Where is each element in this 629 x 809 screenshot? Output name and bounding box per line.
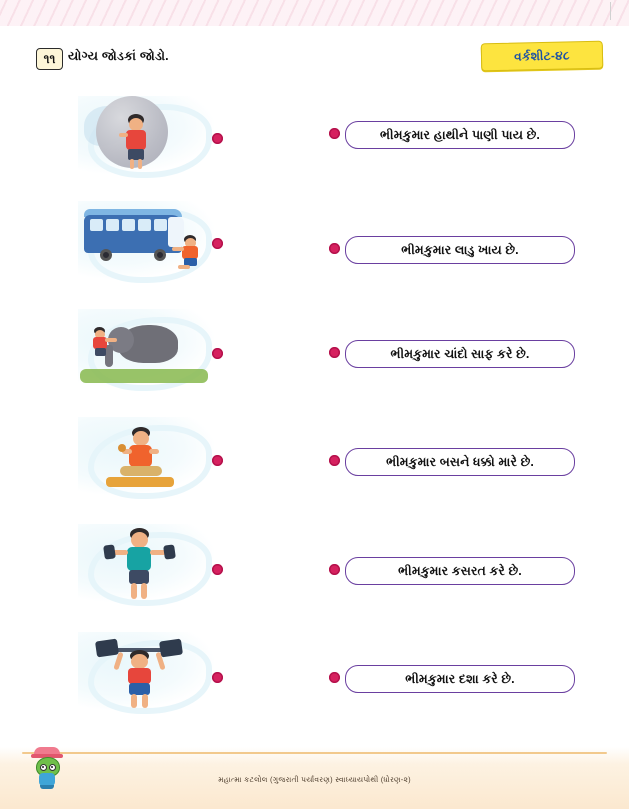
connector-dot-left[interactable] xyxy=(212,455,223,466)
connector-dot-left[interactable] xyxy=(212,672,223,683)
page-corner-tick xyxy=(610,2,611,20)
connector-dot-left[interactable] xyxy=(212,564,223,575)
answer-option-text: ભીમકુમાર કસરત કરે છે. xyxy=(398,563,522,578)
connector-dot-right[interactable] xyxy=(329,672,340,683)
answer-option[interactable] xyxy=(345,557,575,585)
question-number: ૧૧ xyxy=(36,48,63,70)
connector-dot-left[interactable] xyxy=(212,133,223,144)
match-row xyxy=(0,520,629,625)
match-row xyxy=(0,628,629,733)
mascot-icon xyxy=(30,747,64,789)
answer-option-text: ભીમકુમાર બસને ધક્કો મારે છે. xyxy=(386,454,534,469)
connector-dot-left[interactable] xyxy=(212,348,223,359)
connector-dot-left[interactable] xyxy=(212,238,223,249)
picture-cell xyxy=(72,520,220,612)
answer-option[interactable] xyxy=(345,340,575,368)
answer-option[interactable] xyxy=(345,236,575,264)
page-top-decoration xyxy=(0,0,629,26)
answer-option-text: ભીમકુમાર હાથીને પાણી પાય છે. xyxy=(380,127,540,142)
boy-pushing-bus-illustration xyxy=(72,197,220,283)
connector-dot-right[interactable] xyxy=(329,347,340,358)
match-row xyxy=(0,92,629,197)
answer-option-text: ભીમકુમાર દશા કરે છે. xyxy=(405,671,515,686)
picture-cell xyxy=(72,92,220,184)
connector-dot-right[interactable] xyxy=(329,564,340,575)
boy-exercising-illustration xyxy=(72,520,220,606)
picture-cell xyxy=(72,413,220,505)
answer-option[interactable] xyxy=(345,121,575,149)
boy-lifting-weights-illustration xyxy=(72,628,220,714)
connector-dot-right[interactable] xyxy=(329,455,340,466)
worksheet-badge xyxy=(481,41,604,72)
picture-cell xyxy=(72,305,220,397)
footer-divider xyxy=(22,752,607,754)
connector-dot-right[interactable] xyxy=(329,128,340,139)
picture-cell xyxy=(72,628,220,720)
answer-option[interactable] xyxy=(345,448,575,476)
match-row xyxy=(0,197,629,302)
match-row xyxy=(0,305,629,410)
question-instruction: યોગ્ય જોડકાં જોડો. xyxy=(68,49,169,63)
connector-dot-right[interactable] xyxy=(329,243,340,254)
boy-washing-elephant-illustration xyxy=(72,305,220,391)
matching-exercise xyxy=(0,92,629,722)
answer-option-text: ભીમકુમાર ચાંદો સાફ કરે છે. xyxy=(390,346,530,361)
picture-cell xyxy=(72,197,220,289)
answer-option-text: ભીમકુમાર લાડુ ખાય છે. xyxy=(401,242,519,257)
boy-giving-water-to-elephant-illustration xyxy=(72,92,220,178)
boy-eating-laddu-illustration xyxy=(72,413,220,499)
answer-option[interactable] xyxy=(345,665,575,693)
worksheet-badge-label: વર્કશીટ-૪૮ xyxy=(513,47,571,64)
footer-caption: મહાત્મા કટલોલ (ગુજરાતી પર્યાવરણ) સ્વાધ્યાયપોથી (ધોરણ-૨) xyxy=(218,775,411,784)
match-row xyxy=(0,413,629,518)
